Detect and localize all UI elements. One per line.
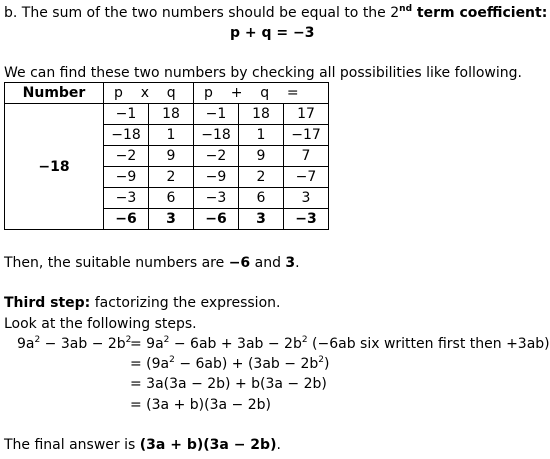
table-cell: 9 <box>239 146 284 167</box>
step-part: − 6ab + 3ab − 2b <box>169 336 302 352</box>
step-exponent: 2 <box>318 355 324 365</box>
table-cell: 2 <box>239 167 284 188</box>
final-answer: (3a + b)(3a − 2b) <box>139 437 277 453</box>
table-cell: −2 <box>104 146 149 167</box>
step-part: = (9a <box>130 356 170 372</box>
table-cell: 3 <box>284 188 329 209</box>
table-cell: −18 <box>104 125 149 146</box>
table-cell: 18 <box>239 104 284 125</box>
suitable-a: −6 <box>228 255 251 271</box>
lhs-part: − 3ab − 2b <box>40 336 126 352</box>
suitable-prefix: Then, the suitable numbers are <box>4 255 229 271</box>
step-exponent: 2 <box>301 335 308 345</box>
third-step-text: factorizing the expression. <box>90 295 281 311</box>
header-product: p x q <box>104 83 194 104</box>
suitable-sentence <box>4 254 300 272</box>
table-cell: −1 <box>194 104 239 125</box>
step-line-4: = (3a + b)(3a − 2b) <box>130 397 271 413</box>
possibilities-table <box>4 82 329 230</box>
table-cell: −6 <box>104 209 149 230</box>
table-cell: 1 <box>149 125 194 146</box>
suitable-end: . <box>295 255 300 271</box>
step-exponent: 2 <box>163 335 170 345</box>
step-note: (−6ab six written first then +3ab) <box>307 336 550 352</box>
table-cell: −3 <box>104 188 149 209</box>
lhs-exponent: 2 <box>125 335 132 345</box>
step-exponent: 2 <box>169 355 175 365</box>
lhs-part: 9a <box>17 336 35 352</box>
table-cell: −3 <box>284 209 329 230</box>
table-cell: −3 <box>194 188 239 209</box>
table-cell: 2 <box>149 167 194 188</box>
sum-equation: p + q = −3 <box>230 25 315 41</box>
look-text: Look at the following steps. <box>4 316 197 332</box>
table-cell: −17 <box>284 125 329 146</box>
table-cell: 18 <box>149 104 194 125</box>
number-cell: −18 <box>5 104 104 230</box>
suitable-mid: and <box>250 255 286 271</box>
table-cell: 1 <box>239 125 284 146</box>
table-cell: 3 <box>239 209 284 230</box>
table-intro: We can find these two numbers by checking all possibilities like following. <box>4 65 522 81</box>
final-end: . <box>276 437 281 453</box>
header-number: Number <box>5 83 104 104</box>
third-step-heading <box>4 294 280 312</box>
table-cell: 9 <box>149 146 194 167</box>
suitable-b: 3 <box>285 255 296 271</box>
intro-sentence <box>4 4 547 22</box>
table-cell: 17 <box>284 104 329 125</box>
table-cell: −2 <box>194 146 239 167</box>
table-cell: 3 <box>149 209 194 230</box>
table-row <box>5 104 329 125</box>
step-line-3: = 3a(3a − 2b) + b(3a − 2b) <box>130 376 327 392</box>
header-sum: p + q = <box>194 83 329 104</box>
step-part: − 6ab) + (3ab − 2b <box>174 356 319 372</box>
table-cell: −9 <box>194 167 239 188</box>
intro-prefix: b. The sum of the two numbers should be equal to the 2 <box>4 5 400 21</box>
lhs-exponent: 2 <box>34 335 41 345</box>
step-part: ) <box>323 356 330 372</box>
table-cell: −6 <box>194 209 239 230</box>
table-cell: −1 <box>104 104 149 125</box>
step-line-2 <box>130 355 329 373</box>
table-cell: −9 <box>104 167 149 188</box>
table-header-row <box>5 83 329 104</box>
table-cell: −7 <box>284 167 329 188</box>
third-step-label: Third step: <box>4 295 91 311</box>
step-part: = 9a <box>130 336 164 352</box>
intro-sup: nd <box>399 4 413 14</box>
table-cell: 6 <box>239 188 284 209</box>
final-prefix: The final answer is <box>4 437 140 453</box>
table-cell: 7 <box>284 146 329 167</box>
final-answer-sentence <box>4 436 281 454</box>
intro-suffix: term coefficient: <box>412 5 548 21</box>
step-line-1 <box>130 335 550 353</box>
step-lhs <box>17 335 131 353</box>
table-cell: 6 <box>149 188 194 209</box>
table-cell: −18 <box>194 125 239 146</box>
